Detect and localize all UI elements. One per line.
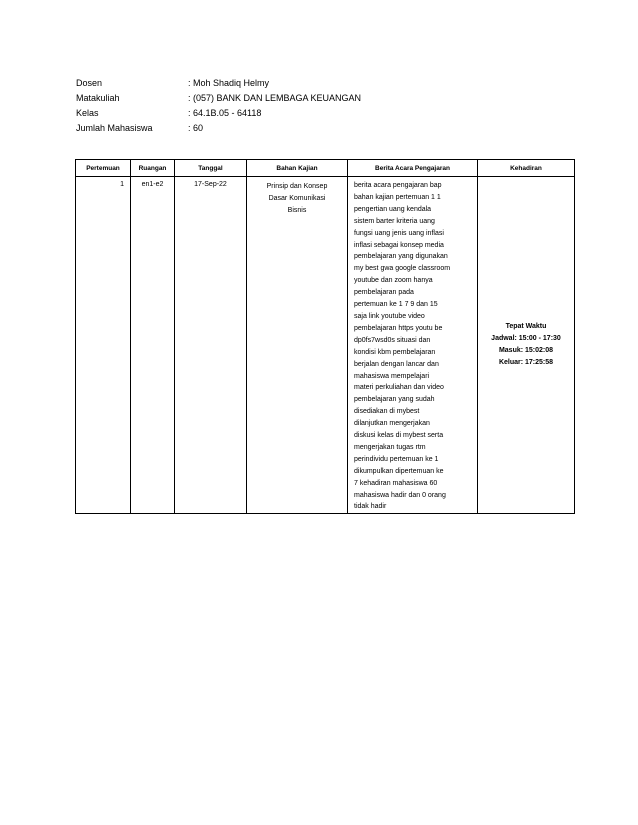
jumlah-value: : 60 [188,123,204,133]
info-row-dosen [76,76,361,91]
berita-line: perindividu pertemuan ke 1 [354,455,439,463]
berita-line: sistem barter kriteria uang [354,217,435,225]
berita-line: diskusi kelas di mybest serta [354,432,444,440]
berita-line: youtube dan zoom hanya [354,277,433,285]
berita-line: saja link youtube video [354,312,425,320]
berita-line: tidak hadir [354,503,387,511]
berita-line: mengerjakan tugas rtm [354,443,426,451]
kehadiran-keluar: Keluar: 17:25:58 [498,359,554,367]
berita-line: berjalan dengan lancar dan [354,360,439,368]
berita-line: bahan kajian pertemuan 1 1 [354,193,441,201]
cell-bahan-kajian [247,177,348,514]
berita-line: dikumpulkan dipertemuan ke [354,467,444,475]
berita-line: inflasi sebagai konsep media [354,241,444,249]
kehadiran-masuk: Masuk: 15:02:08 [498,347,554,355]
berita-line: pembelajaran pada [354,289,414,297]
header-kehadiran: Kehadiran [478,160,575,177]
jumlah-label: Jumlah Mahasiswa [76,123,153,133]
header-tanggal: Tanggal [175,160,247,177]
bahan-line: Dasar Komunikasi [268,195,326,202]
berita-acara-table [75,159,575,514]
matakuliah-label: Matakuliah [76,93,120,103]
info-row-matakuliah [76,91,361,106]
kelas-label: Kelas [76,108,99,118]
header-pertemuan: Pertemuan [76,160,131,177]
cell-kehadiran [478,177,575,514]
header-bahan-kajian: Bahan Kajian [247,160,348,177]
berita-line: my best gwa google classroom [354,265,451,273]
berita-line: pertemuan ke 1 7 9 dan 15 [354,301,438,309]
table-header-row [76,160,575,177]
berita-line: mahasiswa hadir dan 0 orang [354,491,446,499]
kehadiran-jadwal: Jadwal: 15:00 - 17:30 [491,335,561,343]
table-row [76,177,575,514]
berita-line: disediakan di mybest [354,408,420,416]
berita-line: fungsi uang jenis uang inflasi [354,229,444,237]
info-row-jumlah [76,121,361,136]
header-berita-acara: Berita Acara Pengajaran [348,160,478,177]
berita-line: kondisi kbm pembelajaran [354,348,436,356]
bahan-line: Prinsip dan Konsep [266,183,328,190]
berita-line: mahasiswa mempelajari [354,372,430,380]
bahan-line: Bisnis [287,207,307,214]
matakuliah-value: : (057) BANK DAN LEMBAGA KEUANGAN [188,93,362,103]
kehadiran-status: Tepat Waktu [505,323,547,331]
cell-pertemuan: 1 [76,177,131,514]
berita-line: dp0fs7wsd0s situasi dan [354,336,431,344]
dosen-label: Dosen [76,78,103,88]
berita-line: pembelajaran https youtu be [354,324,443,332]
berita-line: dilanjutkan mengerjakan [354,420,430,428]
berita-line: pembelajaran yang sudah [354,396,435,404]
berita-line: pengertian uang kendala [354,205,432,213]
cell-berita-acara [348,177,478,514]
info-row-kelas [76,106,361,121]
berita-line: 7 kehadiran mahasiswa 60 [354,479,438,487]
berita-line: berita acara pengajaran bap [354,182,442,189]
berita-line: pembelajaran yang digunakan [354,253,448,261]
berita-line: materi perkuliahan dan video [354,384,444,392]
cell-ruangan: en1-e2 [131,177,175,514]
dosen-value: : Moh Shadiq Helmy [188,78,270,88]
course-info [76,76,361,136]
cell-tanggal: 17-Sep-22 [175,177,247,514]
kelas-value: : 64.1B.05 - 64118 [188,108,262,118]
header-ruangan: Ruangan [131,160,175,177]
